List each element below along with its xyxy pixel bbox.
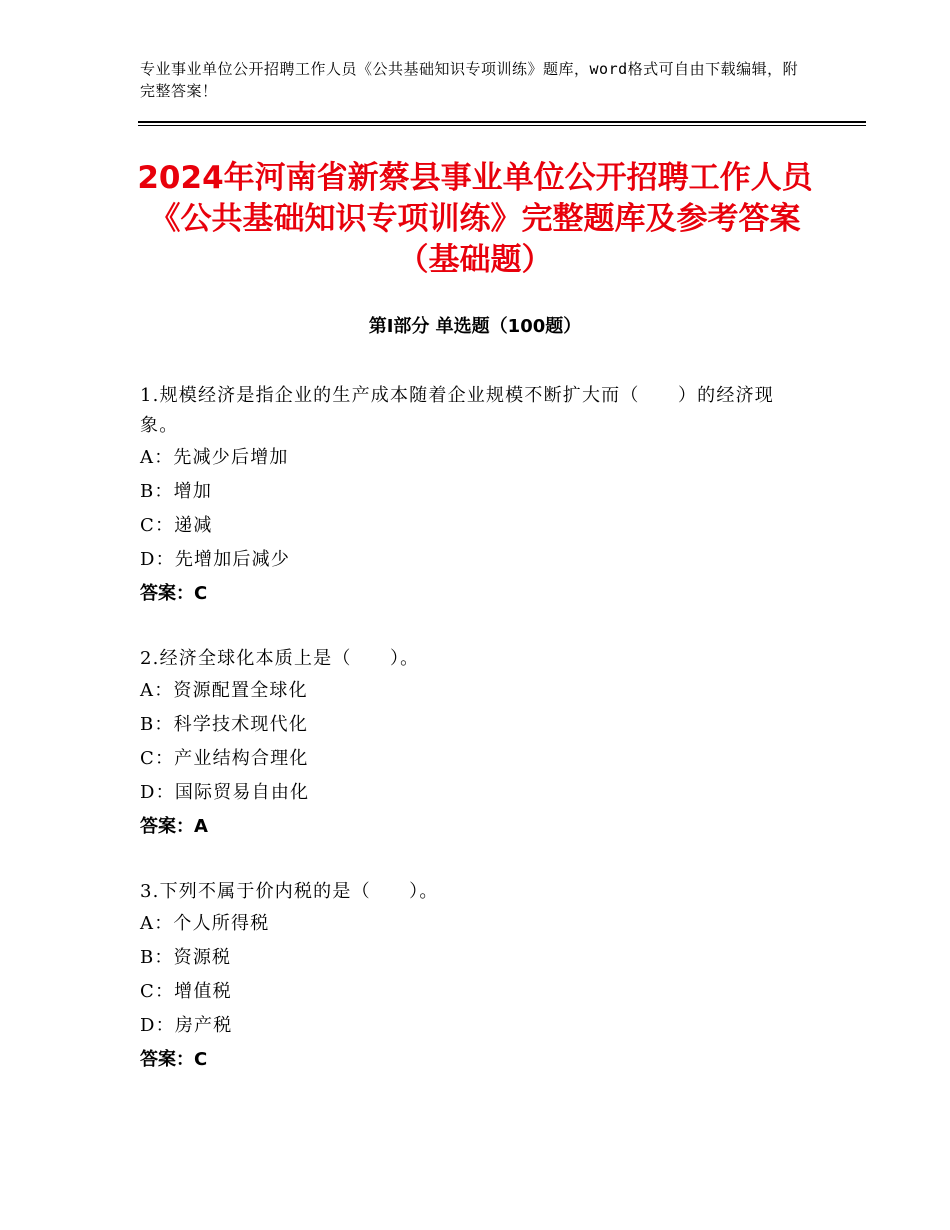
section-title: 第Ⅰ部分 单选题（100题） xyxy=(368,316,582,337)
header-note: 专业事业单位公开招聘工作人员《公共基础知识专项训练》题库，word格式可自由下载编辑，附完整答案！ xyxy=(140,60,799,100)
question-stem: 3.下列不属于价内税的是（ ）。 xyxy=(140,881,439,902)
document-title: 2024年河南省新蔡县事业单位公开招聘工作人员《公共基础知识专项训练》完整题库及参考答案（基础题） xyxy=(137,160,813,278)
answer: 答案：A xyxy=(140,816,208,837)
question-1 xyxy=(140,381,800,611)
option-b: B：资源税 xyxy=(140,947,232,968)
option-a: A：个人所得税 xyxy=(140,913,270,934)
option-b: B：科学技术现代化 xyxy=(140,714,309,735)
option-c: C：产业结构合理化 xyxy=(140,748,309,769)
question-3 xyxy=(140,877,800,1077)
option-d: D：房产税 xyxy=(140,1015,233,1036)
header-rule-thin xyxy=(138,125,866,126)
answer: 答案：C xyxy=(140,583,208,604)
option-a: A：先减少后增加 xyxy=(140,447,289,468)
answer: 答案：C xyxy=(140,1049,208,1070)
option-b: B：增加 xyxy=(140,481,213,502)
question-2 xyxy=(140,644,800,844)
header-rule-thick xyxy=(138,121,866,123)
option-c: C：递减 xyxy=(140,515,213,536)
option-d: D：先增加后减少 xyxy=(140,549,291,570)
question-list xyxy=(140,381,800,1110)
question-stem: 2.经济全球化本质上是（ ）。 xyxy=(140,648,420,669)
option-d: D：国际贸易自由化 xyxy=(140,782,310,803)
question-stem: 1.规模经济是指企业的生产成本随着企业规模不断扩大而（ ）的经济现象。 xyxy=(140,385,774,436)
option-a: A：资源配置全球化 xyxy=(140,680,308,701)
option-c: C：增值税 xyxy=(140,981,232,1002)
